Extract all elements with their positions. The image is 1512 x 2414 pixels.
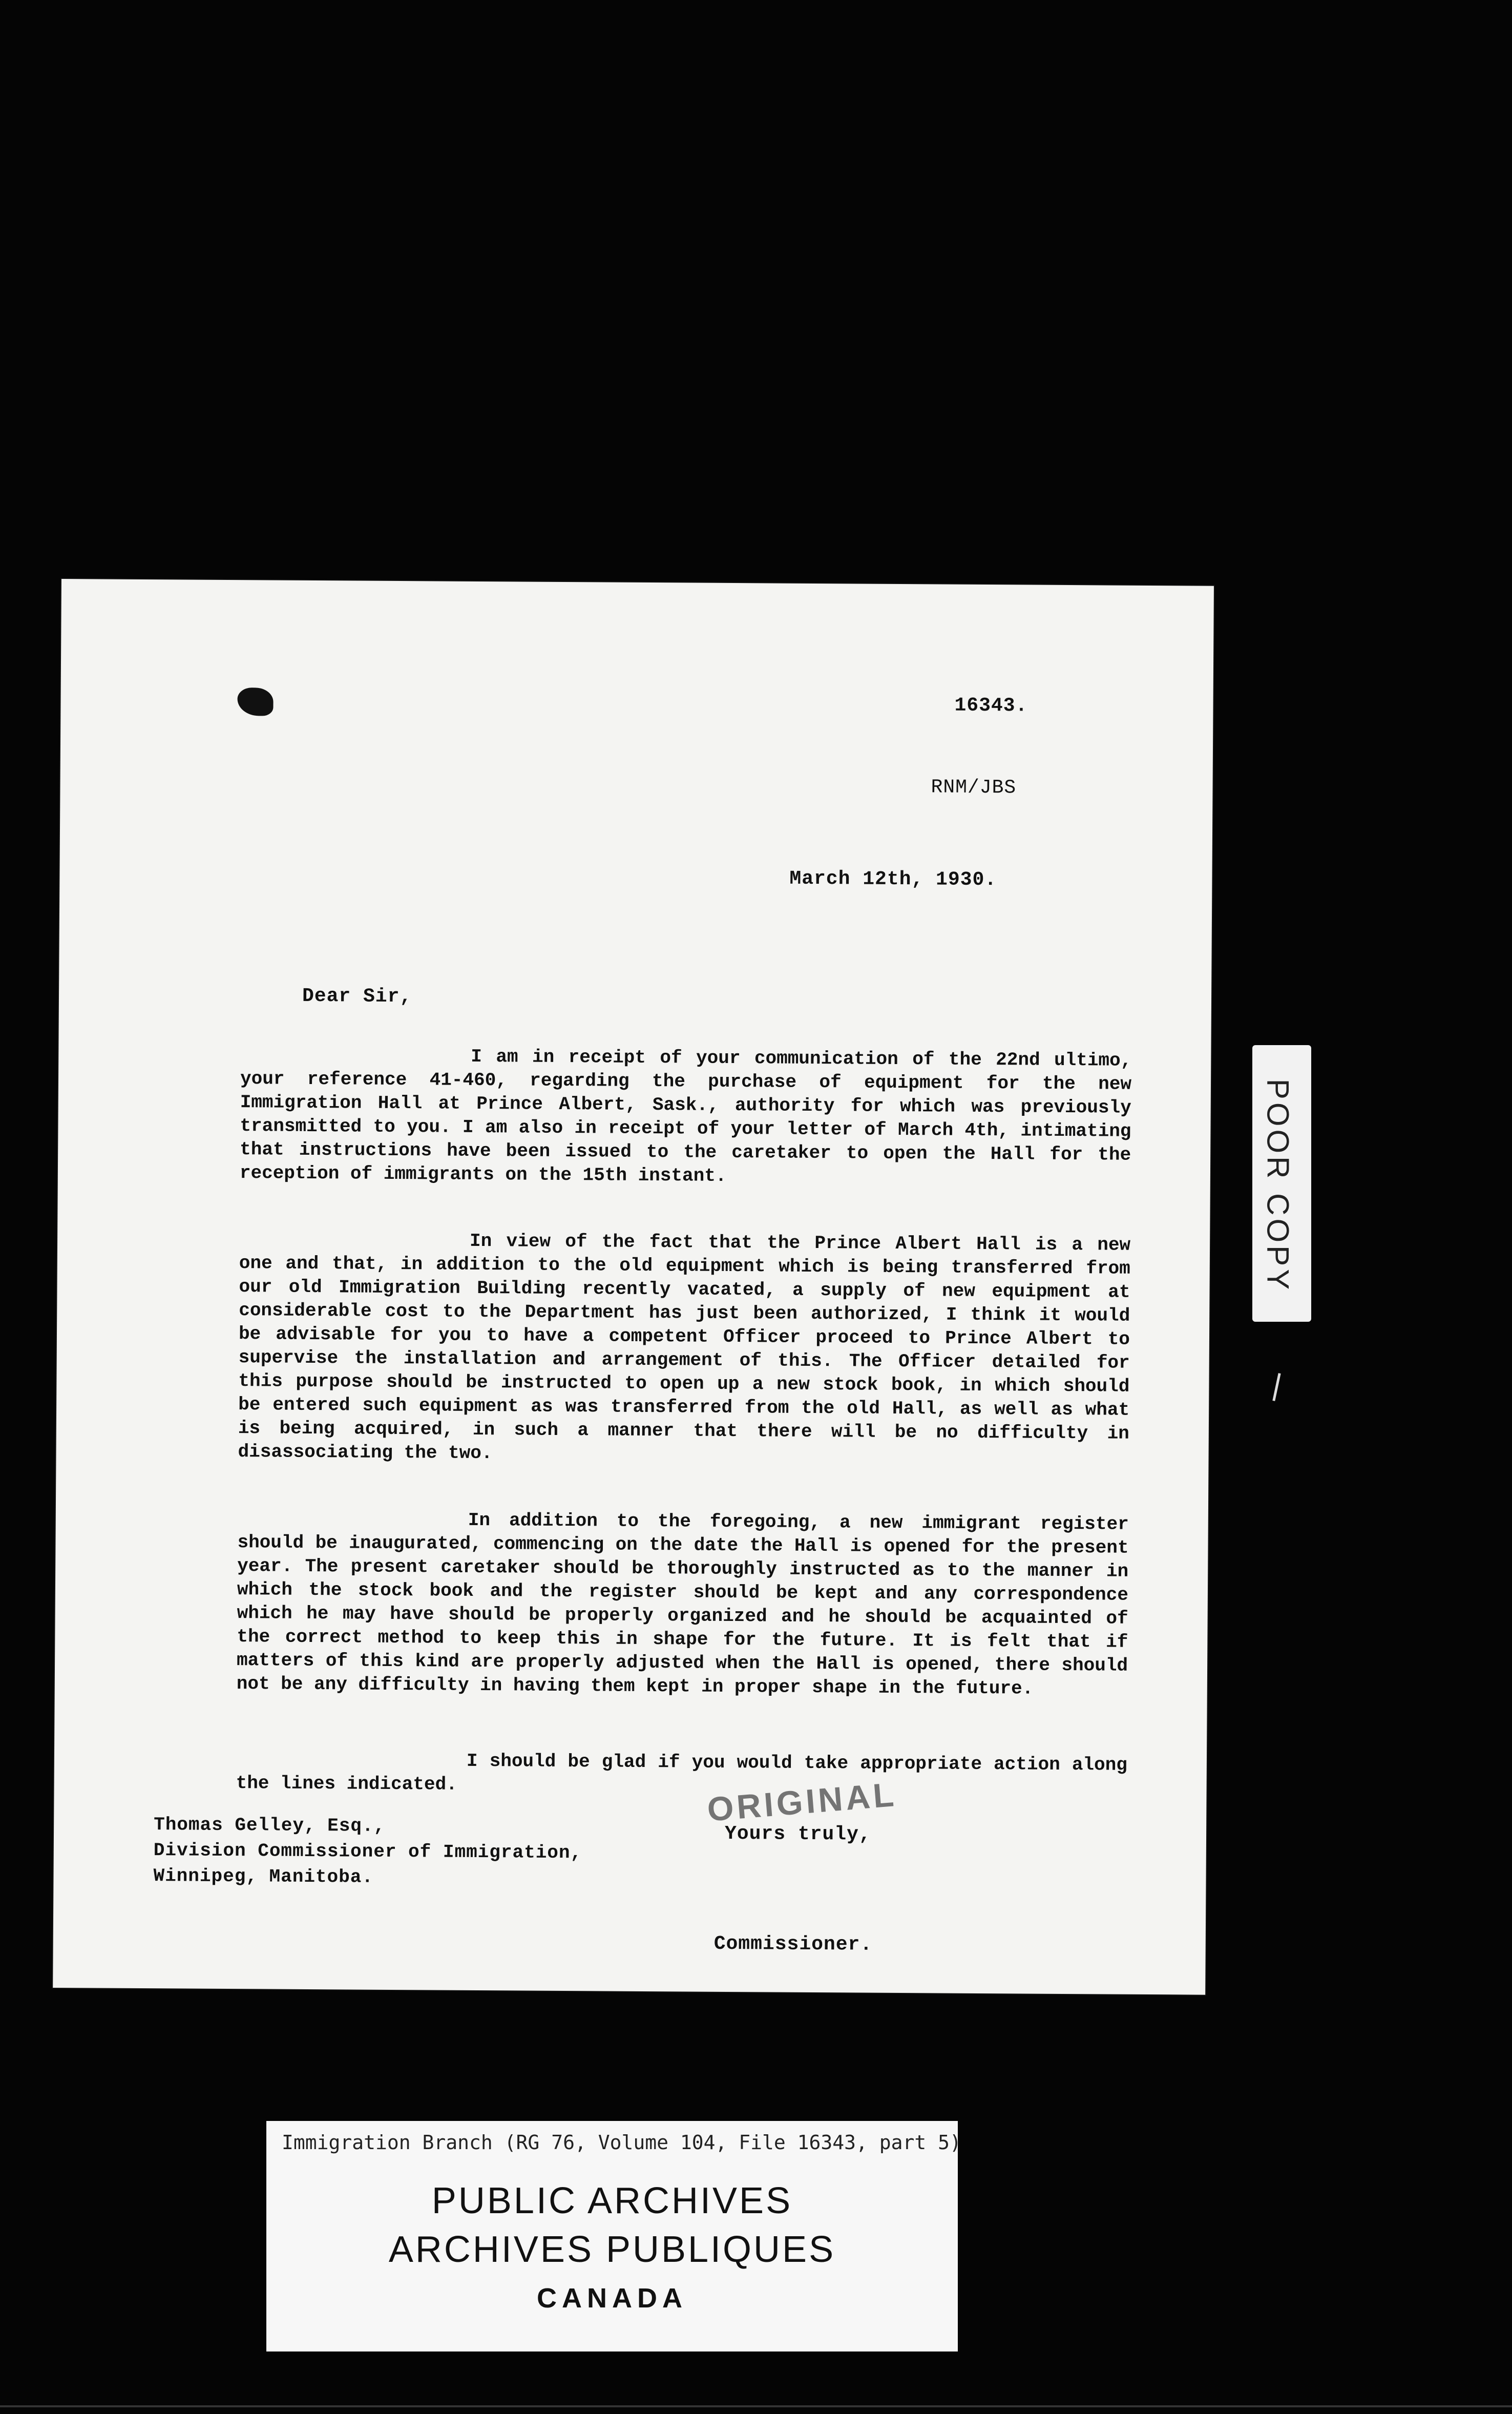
poor-copy-note (1252, 1045, 1311, 1322)
letter-page (53, 579, 1214, 1995)
archive-reference: Immigration Branch (RG 76, Volume 104, File 16343, part 5) (282, 2131, 961, 2154)
salutation: Dear Sir, (302, 985, 412, 1008)
paragraph-3: In addition to the foregoing, a new immigrant register should be inaugurated, commencing on the date the Hall is opened for the present year. The present caretaker should be thoroughly instructed as to the manner in which the stock book and the register should be kept and any correspondence which he may have should be properly organized and he should be acquainted of the correct method to keep this in shape for the future. It is felt that if matters of this kind are properly adjusted when the Hall is opened, there should not be any difficulty in having them kept in proper shape in the future. (236, 1509, 1129, 1699)
file-number: 16343. (954, 694, 1028, 717)
archive-label (266, 2121, 961, 2351)
paragraph-4: I should be glad if you would take appropriate action along the lines indicated. (236, 1750, 1128, 1795)
poor-copy-text: POOR COPY (1261, 1078, 1295, 1293)
closing: Yours truly, (724, 1822, 871, 1846)
addressee-name: Thomas Gelley, Esq., (154, 1814, 386, 1837)
addressee-city: Winnipeg, Manitoba. (153, 1865, 374, 1888)
film-edge (0, 2405, 1512, 2407)
original-stamp: ORIGINAL (706, 1775, 898, 1828)
paragraph-2: In view of the fact that the Prince Albert Hall is a new one and that, in addition to the old equipment which is being transferred from our old Immigration Building recently vacated, a supply of new equipment at considerable cost to the Department has just been authorized, I think it would be advisable for you to have a competent Officer proceed to Prince Albert to supervise the installation and arrangement of this. The Officer detailed for this purpose should be instructed to open up a new stock book, in which should be entered such equipment as was transferred from the old Hall, as well as what is being acquired, in such a manner that there will be no difficulty in disassociating the two. (238, 1230, 1131, 1464)
initials: RNM/JBS (931, 776, 1017, 799)
archive-line-3: CANADA (537, 2283, 687, 2314)
archive-line-1: PUBLIC ARCHIVES (431, 2180, 793, 2221)
ink-blot (237, 688, 273, 716)
letter-date: March 12th, 1930. (789, 867, 997, 891)
mark (1272, 1373, 1280, 1401)
addressee-title: Division Commissioner of Immigration, (153, 1840, 582, 1864)
archive-line-2: ARCHIVES PUBLIQUES (388, 2229, 836, 2270)
paragraph-1: I am in receipt of your communication of the 22nd ultimo, your reference 41-460, regarding the purchase of equipment for the new Immigration Hall at Prince Albert, Sask., authority for which was previously transmitted to you. I am also in receipt of your letter of March 4th, intimating that instructions have been issued to the caretaker to open the Hall for the reception of immigrants on the 15th instant. (239, 1046, 1132, 1187)
signatory-title: Commissioner. (713, 1932, 873, 1956)
